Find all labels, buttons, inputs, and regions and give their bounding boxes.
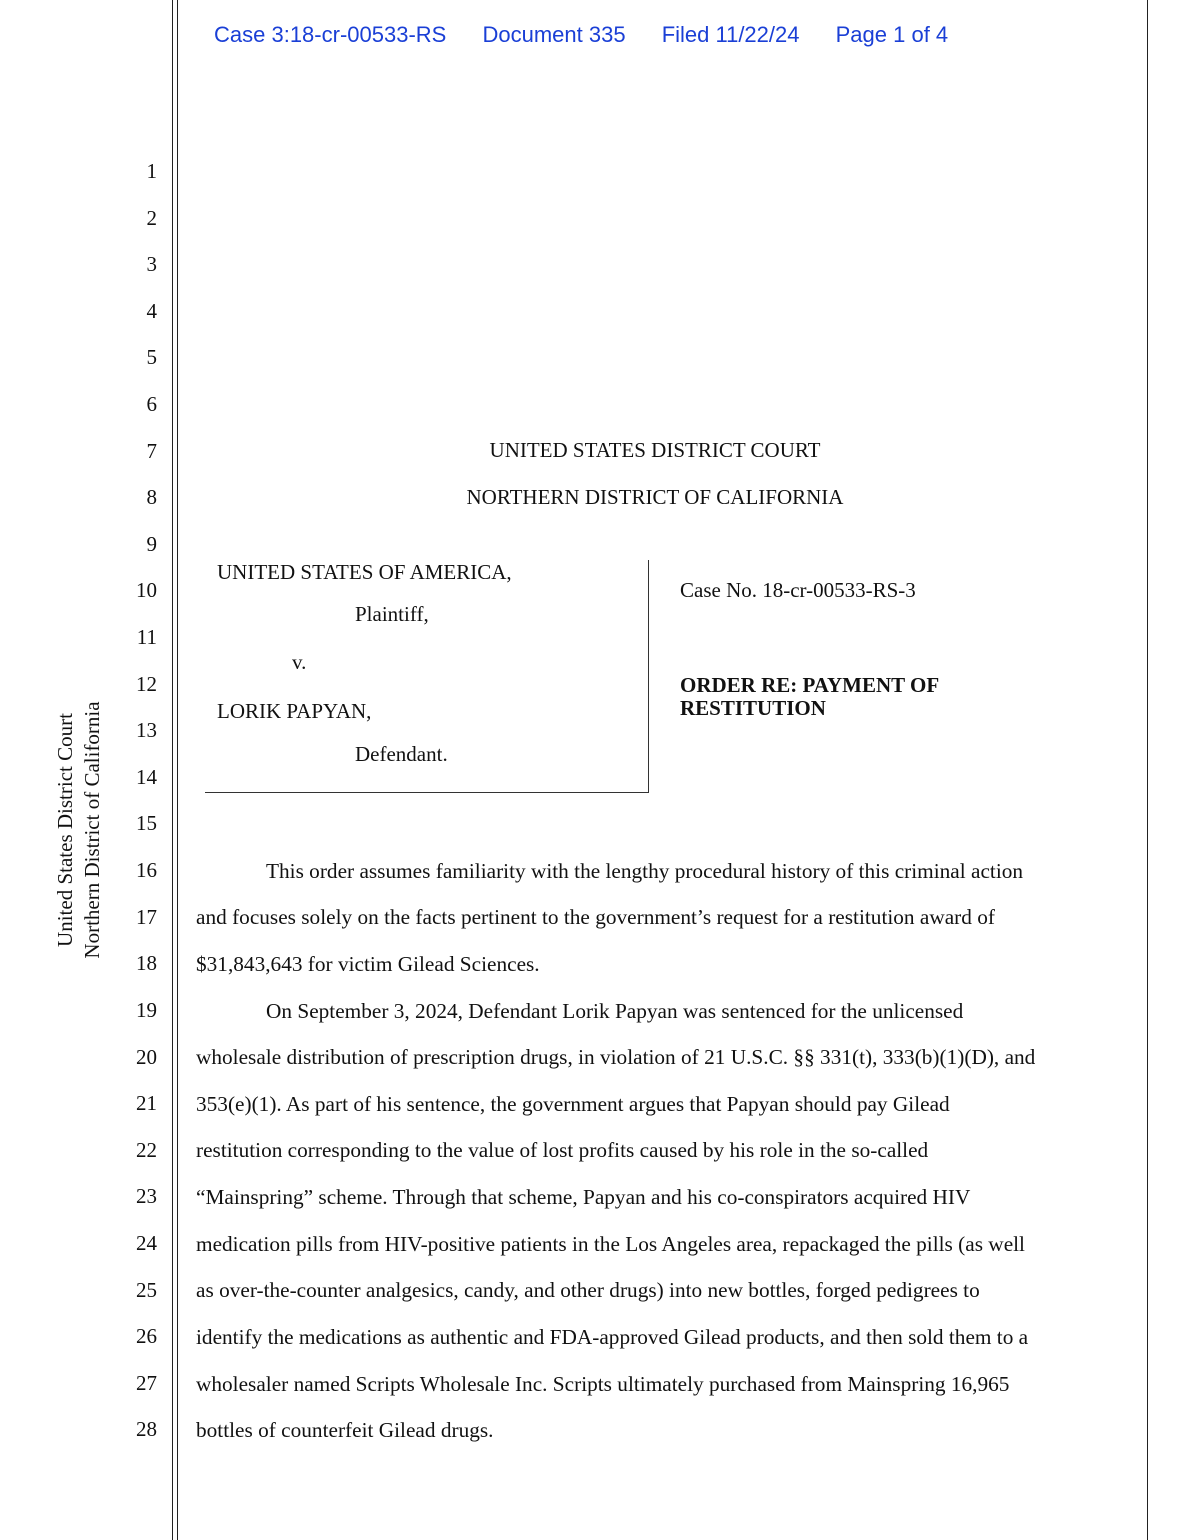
defendant-role: Defendant. — [355, 742, 448, 766]
defendant-name: LORIK PAPYAN, — [217, 699, 372, 723]
line-number: 13 — [136, 718, 157, 742]
court-name: UNITED STATES DISTRICT COURT — [489, 438, 821, 462]
body-line: wholesale distribution of prescription drugs, in violation of 21 U.S.C. §§ 331(t), 333(b)(1)(D), and — [196, 1045, 1036, 1069]
line-number: 16 — [136, 858, 157, 882]
line-number: 1 — [146, 159, 157, 183]
line-number: 25 — [136, 1278, 157, 1302]
side-caption-line-1: United States District Court — [53, 713, 77, 947]
line-number: 17 — [136, 905, 157, 929]
left-margin-rule-inner — [177, 0, 178, 1540]
left-margin-rule-outer — [172, 0, 173, 1540]
court-district: NORTHERN DISTRICT OF CALIFORNIA — [466, 485, 844, 509]
body-line: as over-the-counter analgesics, candy, and other drugs) into new bottles, forged pedigrees to — [196, 1278, 980, 1302]
ecf-header-stamp — [214, 22, 978, 48]
line-number: 23 — [136, 1184, 157, 1208]
line-number: 15 — [136, 811, 157, 835]
line-number: 7 — [146, 439, 157, 463]
line-number: 6 — [146, 392, 157, 416]
body-line: On September 3, 2024, Defendant Lorik Papyan was sentenced for the unlicensed — [266, 999, 964, 1023]
line-number: 24 — [136, 1231, 157, 1255]
line-number: 18 — [136, 951, 157, 975]
line-number: 22 — [136, 1138, 157, 1162]
body-line: $31,843,643 for victim Gilead Sciences. — [196, 952, 540, 976]
line-number: 10 — [136, 578, 157, 602]
body-line: wholesaler named Scripts Wholesale Inc. Scripts ultimately purchased from Mainspring 16,965 — [196, 1372, 1010, 1396]
line-number: 19 — [136, 998, 157, 1022]
header-filed-date: Filed 11/22/24 — [661, 22, 800, 47]
line-number: 27 — [136, 1371, 157, 1395]
versus-label: v. — [292, 650, 307, 674]
body-line: and focuses solely on the facts pertinent to the government’s request for a restitution award of — [196, 905, 995, 929]
right-margin-rule — [1147, 0, 1148, 1540]
plaintiff-role: Plaintiff, — [355, 602, 429, 626]
body-line: 353(e)(1). As part of his sentence, the government argues that Papyan should pay Gilead — [196, 1092, 950, 1116]
body-line: restitution corresponding to the value of lost profits caused by his role in the so-called — [196, 1138, 929, 1162]
caption-vertical-divider — [648, 560, 649, 793]
line-number: 12 — [136, 672, 157, 696]
body-line: bottles of counterfeit Gilead drugs. — [196, 1418, 494, 1442]
line-number: 8 — [146, 485, 157, 509]
order-title-line-1: ORDER RE: PAYMENT OF — [680, 673, 940, 697]
caption-horizontal-divider — [205, 792, 649, 793]
side-caption-line-2: Northern District of California — [80, 701, 104, 959]
line-number: 11 — [136, 625, 157, 649]
plaintiff-name: UNITED STATES OF AMERICA, — [217, 560, 512, 584]
line-number: 5 — [146, 345, 157, 369]
header-page-count: Page 1 of 4 — [835, 22, 949, 47]
header-case-number: Case 3:18-cr-00533-RS — [214, 22, 447, 47]
line-number: 9 — [146, 532, 157, 556]
line-number: 21 — [136, 1091, 157, 1115]
body-line: medication pills from HIV-positive patients in the Los Angeles area, repackaged the pills (as well — [196, 1232, 1025, 1256]
case-number: Case No. 18-cr-00533-RS-3 — [680, 578, 916, 602]
line-number: 2 — [146, 206, 157, 230]
body-line: “Mainspring” scheme. Through that scheme, Papyan and his co-conspirators acquired HIV — [196, 1185, 971, 1209]
line-number: 20 — [136, 1045, 157, 1069]
body-line: This order assumes familiarity with the lengthy procedural history of this criminal action — [266, 859, 1024, 883]
line-number: 28 — [136, 1417, 157, 1441]
body-line: identify the medications as authentic and FDA-approved Gilead products, and then sold them to a — [196, 1325, 1029, 1349]
order-title-line-2: RESTITUTION — [680, 696, 826, 720]
line-number: 14 — [136, 765, 157, 789]
line-number: 4 — [146, 299, 157, 323]
header-document-number: Document 335 — [482, 22, 626, 47]
line-number: 26 — [136, 1324, 157, 1348]
line-number: 3 — [146, 252, 157, 276]
